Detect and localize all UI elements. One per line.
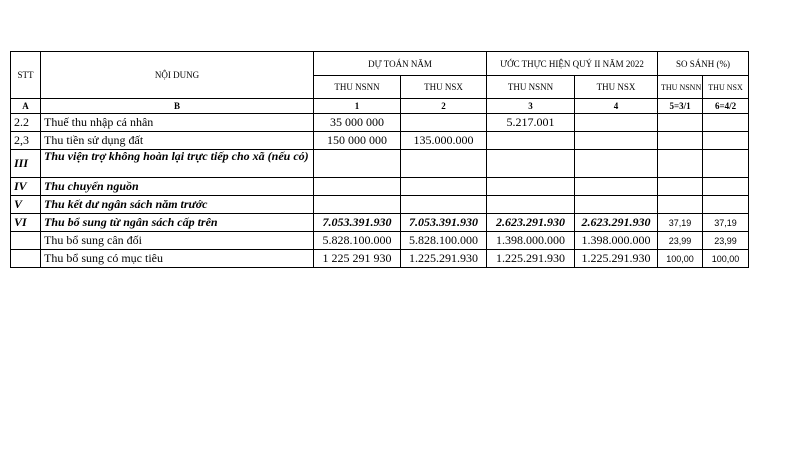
row-c6: 23,99 xyxy=(703,232,749,250)
row-c6: 100,00 xyxy=(703,250,749,268)
header-compare: SO SÁNH (%) xyxy=(658,52,749,76)
table-row xyxy=(11,250,749,268)
row-content: Thu chuyển nguồn xyxy=(41,178,314,196)
row-c3 xyxy=(487,150,575,178)
row-c5 xyxy=(658,150,703,178)
row-c1: 1 225 291 930 xyxy=(314,250,401,268)
index-cell: 3 xyxy=(487,99,575,114)
header-content: NỘI DUNG xyxy=(41,52,314,99)
row-c4: 2.623.291.930 xyxy=(575,214,658,232)
budget-table xyxy=(10,51,749,268)
row-c1: 7.053.391.930 xyxy=(314,214,401,232)
row-c5 xyxy=(658,114,703,132)
row-c2 xyxy=(401,150,487,178)
row-stt: 2.2 xyxy=(11,114,41,132)
row-c2 xyxy=(401,114,487,132)
row-c4: 1.398.000.000 xyxy=(575,232,658,250)
row-c6: 37,19 xyxy=(703,214,749,232)
row-c1: 5.828.100.000 xyxy=(314,232,401,250)
row-c5: 37,19 xyxy=(658,214,703,232)
row-c3: 5.217.001 xyxy=(487,114,575,132)
row-c3 xyxy=(487,196,575,214)
row-c3: 1.398.000.000 xyxy=(487,232,575,250)
row-content: Thu viện trợ không hoàn lại trực tiếp cho xã (nếu có) xyxy=(41,150,314,178)
row-c3 xyxy=(487,178,575,196)
row-c6 xyxy=(703,114,749,132)
row-content: Thu kết dư ngân sách năm trước xyxy=(41,196,314,214)
row-c1 xyxy=(314,150,401,178)
row-c5: 23,99 xyxy=(658,232,703,250)
row-c3: 1.225.291.930 xyxy=(487,250,575,268)
row-c6 xyxy=(703,150,749,178)
row-c5 xyxy=(658,178,703,196)
header-estimate: DỰ TOÁN NĂM xyxy=(314,52,487,76)
row-c3: 2.623.291.930 xyxy=(487,214,575,232)
row-content: Thu bổ sung cân đối xyxy=(41,232,314,250)
row-c1 xyxy=(314,178,401,196)
row-stt: VI xyxy=(11,214,41,232)
row-c4: 1.225.291.930 xyxy=(575,250,658,268)
row-c2: 7.053.391.930 xyxy=(401,214,487,232)
row-c2: 5.828.100.000 xyxy=(401,232,487,250)
row-c5: 100,00 xyxy=(658,250,703,268)
row-c1: 150 000 000 xyxy=(314,132,401,150)
row-c4 xyxy=(575,132,658,150)
table-row xyxy=(11,232,749,250)
row-content: Thu bổ sung từ ngân sách cấp trên xyxy=(41,214,314,232)
row-stt: V xyxy=(11,196,41,214)
row-stt: III xyxy=(11,150,41,178)
index-cell: A xyxy=(11,99,41,114)
row-c2 xyxy=(401,196,487,214)
row-c4 xyxy=(575,196,658,214)
row-content: Thu bổ sung có mục tiêu xyxy=(41,250,314,268)
table-row xyxy=(11,214,749,232)
row-c6 xyxy=(703,196,749,214)
header-thu-nsx-6: THU NSX xyxy=(703,76,749,99)
row-c4 xyxy=(575,114,658,132)
index-cell: 1 xyxy=(314,99,401,114)
row-stt: IV xyxy=(11,178,41,196)
header-thu-nsnn-3: THU NSNN xyxy=(487,76,575,99)
row-stt xyxy=(11,232,41,250)
row-c6 xyxy=(703,132,749,150)
row-c3 xyxy=(487,132,575,150)
row-c5 xyxy=(658,132,703,150)
index-cell: B xyxy=(41,99,314,114)
row-c2: 135.000.000 xyxy=(401,132,487,150)
table-row xyxy=(11,150,749,178)
row-c6 xyxy=(703,178,749,196)
table-row xyxy=(11,132,749,150)
row-c4 xyxy=(575,178,658,196)
row-stt xyxy=(11,250,41,268)
index-cell: 4 xyxy=(575,99,658,114)
index-cell: 2 xyxy=(401,99,487,114)
row-content: Thuế thu nhập cá nhân xyxy=(41,114,314,132)
table-row xyxy=(11,196,749,214)
header-stt: STT xyxy=(11,52,41,99)
row-content: Thu tiền sử dụng đất xyxy=(41,132,314,150)
header-thu-nsx-4: THU NSX xyxy=(575,76,658,99)
header-thu-nsx-2: THU NSX xyxy=(401,76,487,99)
header-actual: ƯỚC THỰC HIỆN QUÝ II NĂM 2022 xyxy=(487,52,658,76)
row-c1 xyxy=(314,196,401,214)
row-stt: 2,3 xyxy=(11,132,41,150)
row-c4 xyxy=(575,150,658,178)
index-row xyxy=(11,99,749,114)
row-c1: 35 000 000 xyxy=(314,114,401,132)
header-thu-nsnn-1: THU NSNN xyxy=(314,76,401,99)
index-cell: 5=3/1 xyxy=(658,99,703,114)
index-cell: 6=4/2 xyxy=(703,99,749,114)
row-c2: 1.225.291.930 xyxy=(401,250,487,268)
table-row xyxy=(11,114,749,132)
table-row xyxy=(11,178,749,196)
row-c2 xyxy=(401,178,487,196)
row-c5 xyxy=(658,196,703,214)
header-thu-nsnn-5: THU NSNN xyxy=(658,76,703,99)
